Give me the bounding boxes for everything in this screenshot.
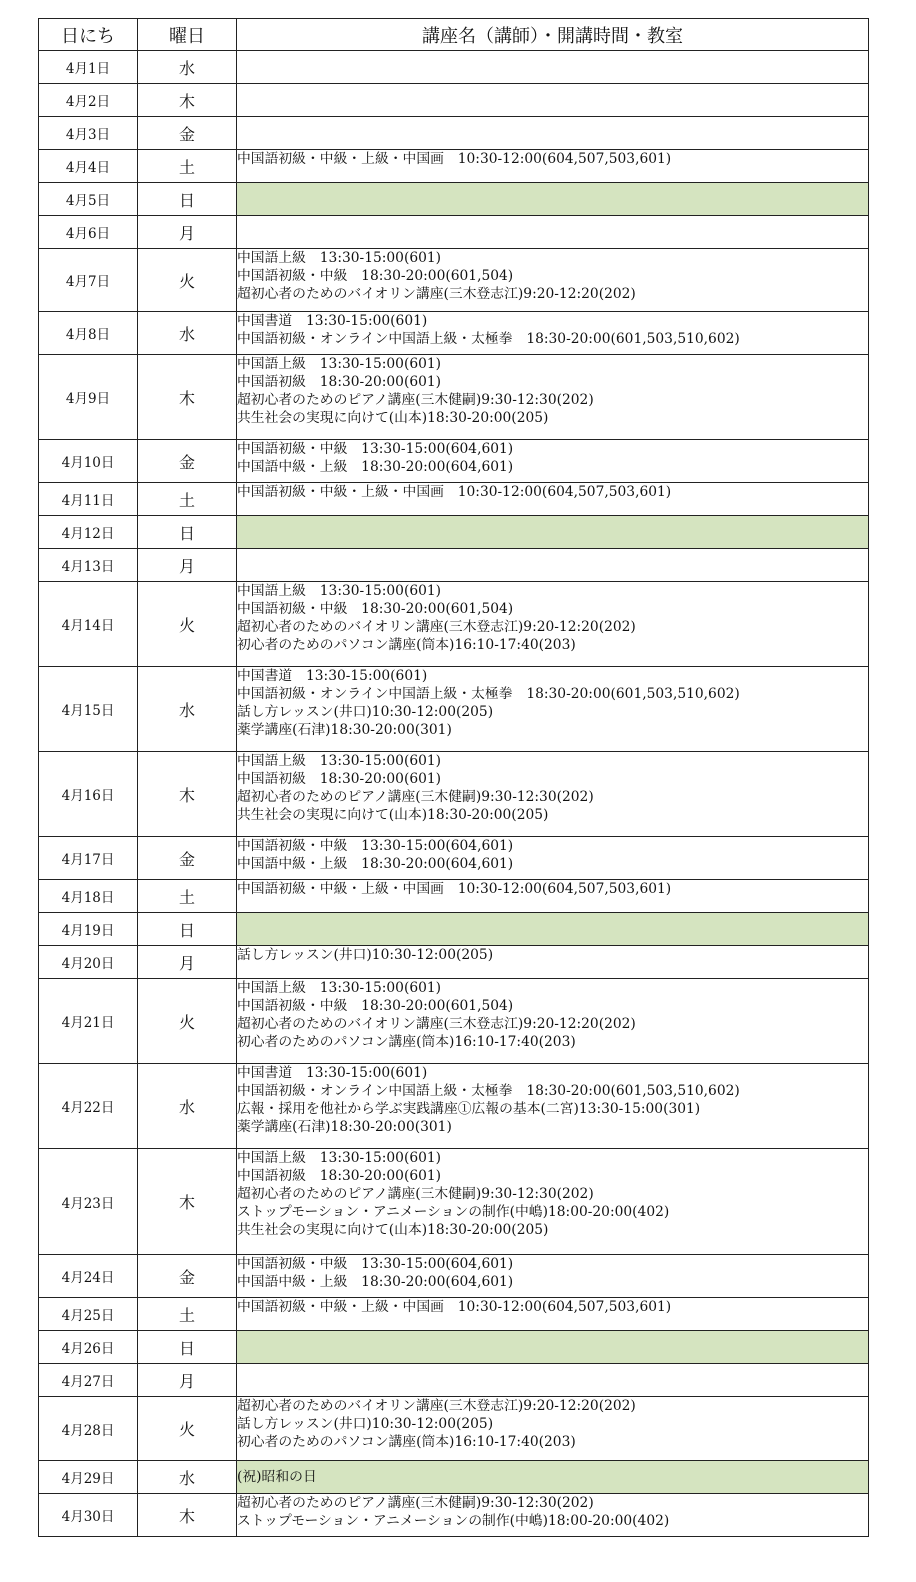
lecture-line: 中国語初級 18:30-20:00(601)	[237, 374, 442, 390]
row-weekday: 土	[138, 483, 237, 516]
lecture-line: 中国語上級 13:30-15:00(601)	[237, 980, 442, 996]
lecture-line: 初心者のためのパソコン講座(筒本)16:10-17:40(203)	[237, 1034, 576, 1050]
lecture-line: 中国語中級・上級 18:30-20:00(604,601)	[237, 459, 514, 475]
lecture-cell	[237, 667, 869, 752]
lecture-cell	[237, 1255, 869, 1298]
holiday-lecture-cell	[237, 1461, 869, 1494]
row-weekday: 金	[138, 837, 237, 880]
row-weekday: 土	[138, 880, 237, 913]
lecture-line: (祝)昭和の日	[237, 1469, 317, 1485]
table-row	[39, 183, 869, 216]
row-weekday: 土	[138, 1298, 237, 1331]
row-date: 4月26日	[39, 1331, 138, 1364]
table-row	[39, 979, 869, 1064]
table-row	[39, 1461, 869, 1494]
lecture-cell	[237, 216, 869, 249]
lecture-line: 中国語初級・中級 18:30-20:00(601,504)	[237, 268, 514, 284]
row-weekday: 木	[138, 84, 237, 117]
row-date: 4月2日	[39, 84, 138, 117]
row-date: 4月29日	[39, 1461, 138, 1494]
table-row	[39, 51, 869, 84]
lecture-line: 中国語上級 13:30-15:00(601)	[237, 1150, 442, 1166]
header-weekday: 曜日	[138, 19, 237, 51]
row-weekday: 水	[138, 1461, 237, 1494]
table-row	[39, 1255, 869, 1298]
lecture-line: 中国書道 13:30-15:00(601)	[237, 313, 428, 329]
lecture-line: 中国語初級・オンライン中国語上級・太極拳 18:30-20:00(601,503,510,602)	[237, 331, 740, 347]
row-weekday: 火	[138, 979, 237, 1064]
row-date: 4月15日	[39, 667, 138, 752]
lecture-line: 中国語初級・オンライン中国語上級・太極拳 18:30-20:00(601,503,510,602)	[237, 686, 740, 702]
schedule-table	[38, 18, 869, 1537]
lecture-cell	[237, 979, 869, 1064]
lecture-line: 初心者のためのパソコン講座(筒本)16:10-17:40(203)	[237, 1434, 576, 1450]
lecture-cell	[237, 440, 869, 483]
row-date: 4月25日	[39, 1298, 138, 1331]
row-date: 4月28日	[39, 1397, 138, 1461]
schedule-body	[39, 51, 869, 1537]
row-date: 4月17日	[39, 837, 138, 880]
lecture-line: 超初心者のためのピアノ講座(三木健嗣)9:30-12:30(202)	[237, 789, 594, 805]
row-date: 4月4日	[39, 150, 138, 183]
lecture-cell	[237, 249, 869, 312]
table-row	[39, 1064, 869, 1149]
lecture-line: 話し方レッスン(井口)10:30-12:00(205)	[237, 947, 494, 963]
lecture-cell	[237, 84, 869, 117]
lecture-line: 中国語初級・中級 18:30-20:00(601,504)	[237, 601, 514, 617]
row-date: 4月11日	[39, 483, 138, 516]
table-row	[39, 946, 869, 979]
lecture-line: 共生社会の実現に向けて(山本)18:30-20:00(205)	[237, 410, 549, 426]
lecture-cell	[237, 752, 869, 837]
row-date: 4月18日	[39, 880, 138, 913]
table-row	[39, 913, 869, 946]
table-row	[39, 880, 869, 913]
lecture-cell	[237, 483, 869, 516]
lecture-line: 共生社会の実現に向けて(山本)18:30-20:00(205)	[237, 807, 549, 823]
row-weekday: 水	[138, 1064, 237, 1149]
table-row	[39, 667, 869, 752]
lecture-cell	[237, 117, 869, 150]
row-weekday: 木	[138, 1149, 237, 1255]
table-row	[39, 1149, 869, 1255]
holiday-lecture-cell	[237, 516, 869, 549]
row-weekday: 土	[138, 150, 237, 183]
lecture-cell	[237, 51, 869, 84]
lecture-line: 超初心者のためのバイオリン講座(三木登志江)9:20-12:20(202)	[237, 286, 636, 302]
lecture-line: 超初心者のためのピアノ講座(三木健嗣)9:30-12:30(202)	[237, 1495, 594, 1511]
lecture-line: ストップモーション・アニメーションの制作(中嶋)18:00-20:00(402)	[237, 1204, 670, 1220]
table-row	[39, 1331, 869, 1364]
lecture-line: 中国語初級・中級 13:30-15:00(604,601)	[237, 441, 514, 457]
lecture-line: 中国書道 13:30-15:00(601)	[237, 1065, 428, 1081]
lecture-cell	[237, 1298, 869, 1331]
lecture-line: 超初心者のためのピアノ講座(三木健嗣)9:30-12:30(202)	[237, 392, 594, 408]
header-row	[39, 19, 869, 51]
table-row	[39, 84, 869, 117]
table-row	[39, 837, 869, 880]
holiday-lecture-cell	[237, 183, 869, 216]
row-weekday: 月	[138, 946, 237, 979]
lecture-line: 中国語上級 13:30-15:00(601)	[237, 356, 442, 372]
row-weekday: 火	[138, 249, 237, 312]
lecture-cell	[237, 1149, 869, 1255]
table-row	[39, 150, 869, 183]
row-date: 4月8日	[39, 312, 138, 355]
lecture-line: 話し方レッスン(井口)10:30-12:00(205)	[237, 704, 494, 720]
row-weekday: 月	[138, 1364, 237, 1397]
row-date: 4月1日	[39, 51, 138, 84]
lecture-line: 中国語初級 18:30-20:00(601)	[237, 771, 442, 787]
row-weekday: 日	[138, 183, 237, 216]
lecture-line: ストップモーション・アニメーションの制作(中嶋)18:00-20:00(402)	[237, 1513, 670, 1529]
row-weekday: 水	[138, 667, 237, 752]
table-row	[39, 249, 869, 312]
table-row	[39, 355, 869, 440]
table-row	[39, 312, 869, 355]
table-row	[39, 1494, 869, 1537]
lecture-line: 共生社会の実現に向けて(山本)18:30-20:00(205)	[237, 1222, 549, 1238]
row-date: 4月12日	[39, 516, 138, 549]
row-weekday: 金	[138, 440, 237, 483]
header-lectures: 講座名（講師）・開講時間・教室	[237, 19, 869, 51]
row-date: 4月27日	[39, 1364, 138, 1397]
table-row	[39, 216, 869, 249]
row-date: 4月7日	[39, 249, 138, 312]
row-weekday: 日	[138, 516, 237, 549]
table-row	[39, 483, 869, 516]
table-row	[39, 1397, 869, 1461]
lecture-cell	[237, 1397, 869, 1461]
row-date: 4月10日	[39, 440, 138, 483]
holiday-lecture-cell	[237, 913, 869, 946]
row-weekday: 木	[138, 355, 237, 440]
row-weekday: 火	[138, 1397, 237, 1461]
lecture-line: 超初心者のためのバイオリン講座(三木登志江)9:20-12:20(202)	[237, 1398, 636, 1414]
row-date: 4月22日	[39, 1064, 138, 1149]
holiday-lecture-cell	[237, 1331, 869, 1364]
table-row	[39, 516, 869, 549]
row-date: 4月5日	[39, 183, 138, 216]
row-date: 4月24日	[39, 1255, 138, 1298]
lecture-line: 中国語初級・中級・上級・中国画 10:30-12:00(604,507,503,601)	[237, 1299, 672, 1315]
row-weekday: 日	[138, 913, 237, 946]
lecture-cell	[237, 1494, 869, 1537]
lecture-line: 中国語初級 18:30-20:00(601)	[237, 1168, 442, 1184]
lecture-cell	[237, 312, 869, 355]
table-row	[39, 117, 869, 150]
lecture-line: 薬学講座(石津)18:30-20:00(301)	[237, 722, 452, 738]
row-weekday: 水	[138, 312, 237, 355]
row-weekday: 火	[138, 582, 237, 667]
row-weekday: 水	[138, 51, 237, 84]
row-weekday: 月	[138, 549, 237, 582]
table-row	[39, 582, 869, 667]
row-date: 4月3日	[39, 117, 138, 150]
row-weekday: 月	[138, 216, 237, 249]
table-row	[39, 752, 869, 837]
lecture-line: 中国語初級・中級 18:30-20:00(601,504)	[237, 998, 514, 1014]
row-date: 4月19日	[39, 913, 138, 946]
lecture-line: 中国語上級 13:30-15:00(601)	[237, 250, 442, 266]
row-date: 4月9日	[39, 355, 138, 440]
lecture-cell	[237, 150, 869, 183]
row-date: 4月6日	[39, 216, 138, 249]
lecture-cell	[237, 1364, 869, 1397]
lecture-line: 中国語初級・中級・上級・中国画 10:30-12:00(604,507,503,601)	[237, 881, 672, 897]
lecture-cell	[237, 355, 869, 440]
table-row	[39, 1298, 869, 1331]
table-row	[39, 549, 869, 582]
lecture-line: 中国語初級・中級・上級・中国画 10:30-12:00(604,507,503,601)	[237, 151, 672, 167]
lecture-cell	[237, 880, 869, 913]
lecture-line: 中国書道 13:30-15:00(601)	[237, 668, 428, 684]
lecture-line: 話し方レッスン(井口)10:30-12:00(205)	[237, 1416, 494, 1432]
lecture-line: 中国語初級・中級 13:30-15:00(604,601)	[237, 838, 514, 854]
lecture-line: 中国語初級・オンライン中国語上級・太極拳 18:30-20:00(601,503,510,602)	[237, 1083, 740, 1099]
lecture-cell	[237, 837, 869, 880]
row-weekday: 木	[138, 1494, 237, 1537]
lecture-cell	[237, 549, 869, 582]
lecture-cell	[237, 946, 869, 979]
row-date: 4月23日	[39, 1149, 138, 1255]
lecture-line: 中国語初級・中級 13:30-15:00(604,601)	[237, 1256, 514, 1272]
header-date: 日にち	[39, 19, 138, 51]
row-weekday: 金	[138, 1255, 237, 1298]
row-weekday: 日	[138, 1331, 237, 1364]
lecture-line: 初心者のためのパソコン講座(筒本)16:10-17:40(203)	[237, 637, 576, 653]
row-date: 4月13日	[39, 549, 138, 582]
row-date: 4月21日	[39, 979, 138, 1064]
lecture-line: 広報・採用を他社から学ぶ実践講座①広報の基本(二宮)13:30-15:00(301)	[237, 1101, 701, 1117]
table-row	[39, 1364, 869, 1397]
lecture-line: 超初心者のためのバイオリン講座(三木登志江)9:20-12:20(202)	[237, 1016, 636, 1032]
row-weekday: 木	[138, 752, 237, 837]
row-date: 4月14日	[39, 582, 138, 667]
lecture-line: 中国語中級・上級 18:30-20:00(604,601)	[237, 1274, 514, 1290]
row-date: 4月30日	[39, 1494, 138, 1537]
lecture-line: 薬学講座(石津)18:30-20:00(301)	[237, 1119, 452, 1135]
row-date: 4月20日	[39, 946, 138, 979]
lecture-line: 超初心者のためのピアノ講座(三木健嗣)9:30-12:30(202)	[237, 1186, 594, 1202]
lecture-cell	[237, 1064, 869, 1149]
lecture-line: 超初心者のためのバイオリン講座(三木登志江)9:20-12:20(202)	[237, 619, 636, 635]
lecture-line: 中国語初級・中級・上級・中国画 10:30-12:00(604,507,503,601)	[237, 484, 672, 500]
row-weekday: 金	[138, 117, 237, 150]
row-date: 4月16日	[39, 752, 138, 837]
lecture-cell	[237, 582, 869, 667]
lecture-line: 中国語上級 13:30-15:00(601)	[237, 753, 442, 769]
lecture-line: 中国語上級 13:30-15:00(601)	[237, 583, 442, 599]
lecture-line: 中国語中級・上級 18:30-20:00(604,601)	[237, 856, 514, 872]
table-row	[39, 440, 869, 483]
